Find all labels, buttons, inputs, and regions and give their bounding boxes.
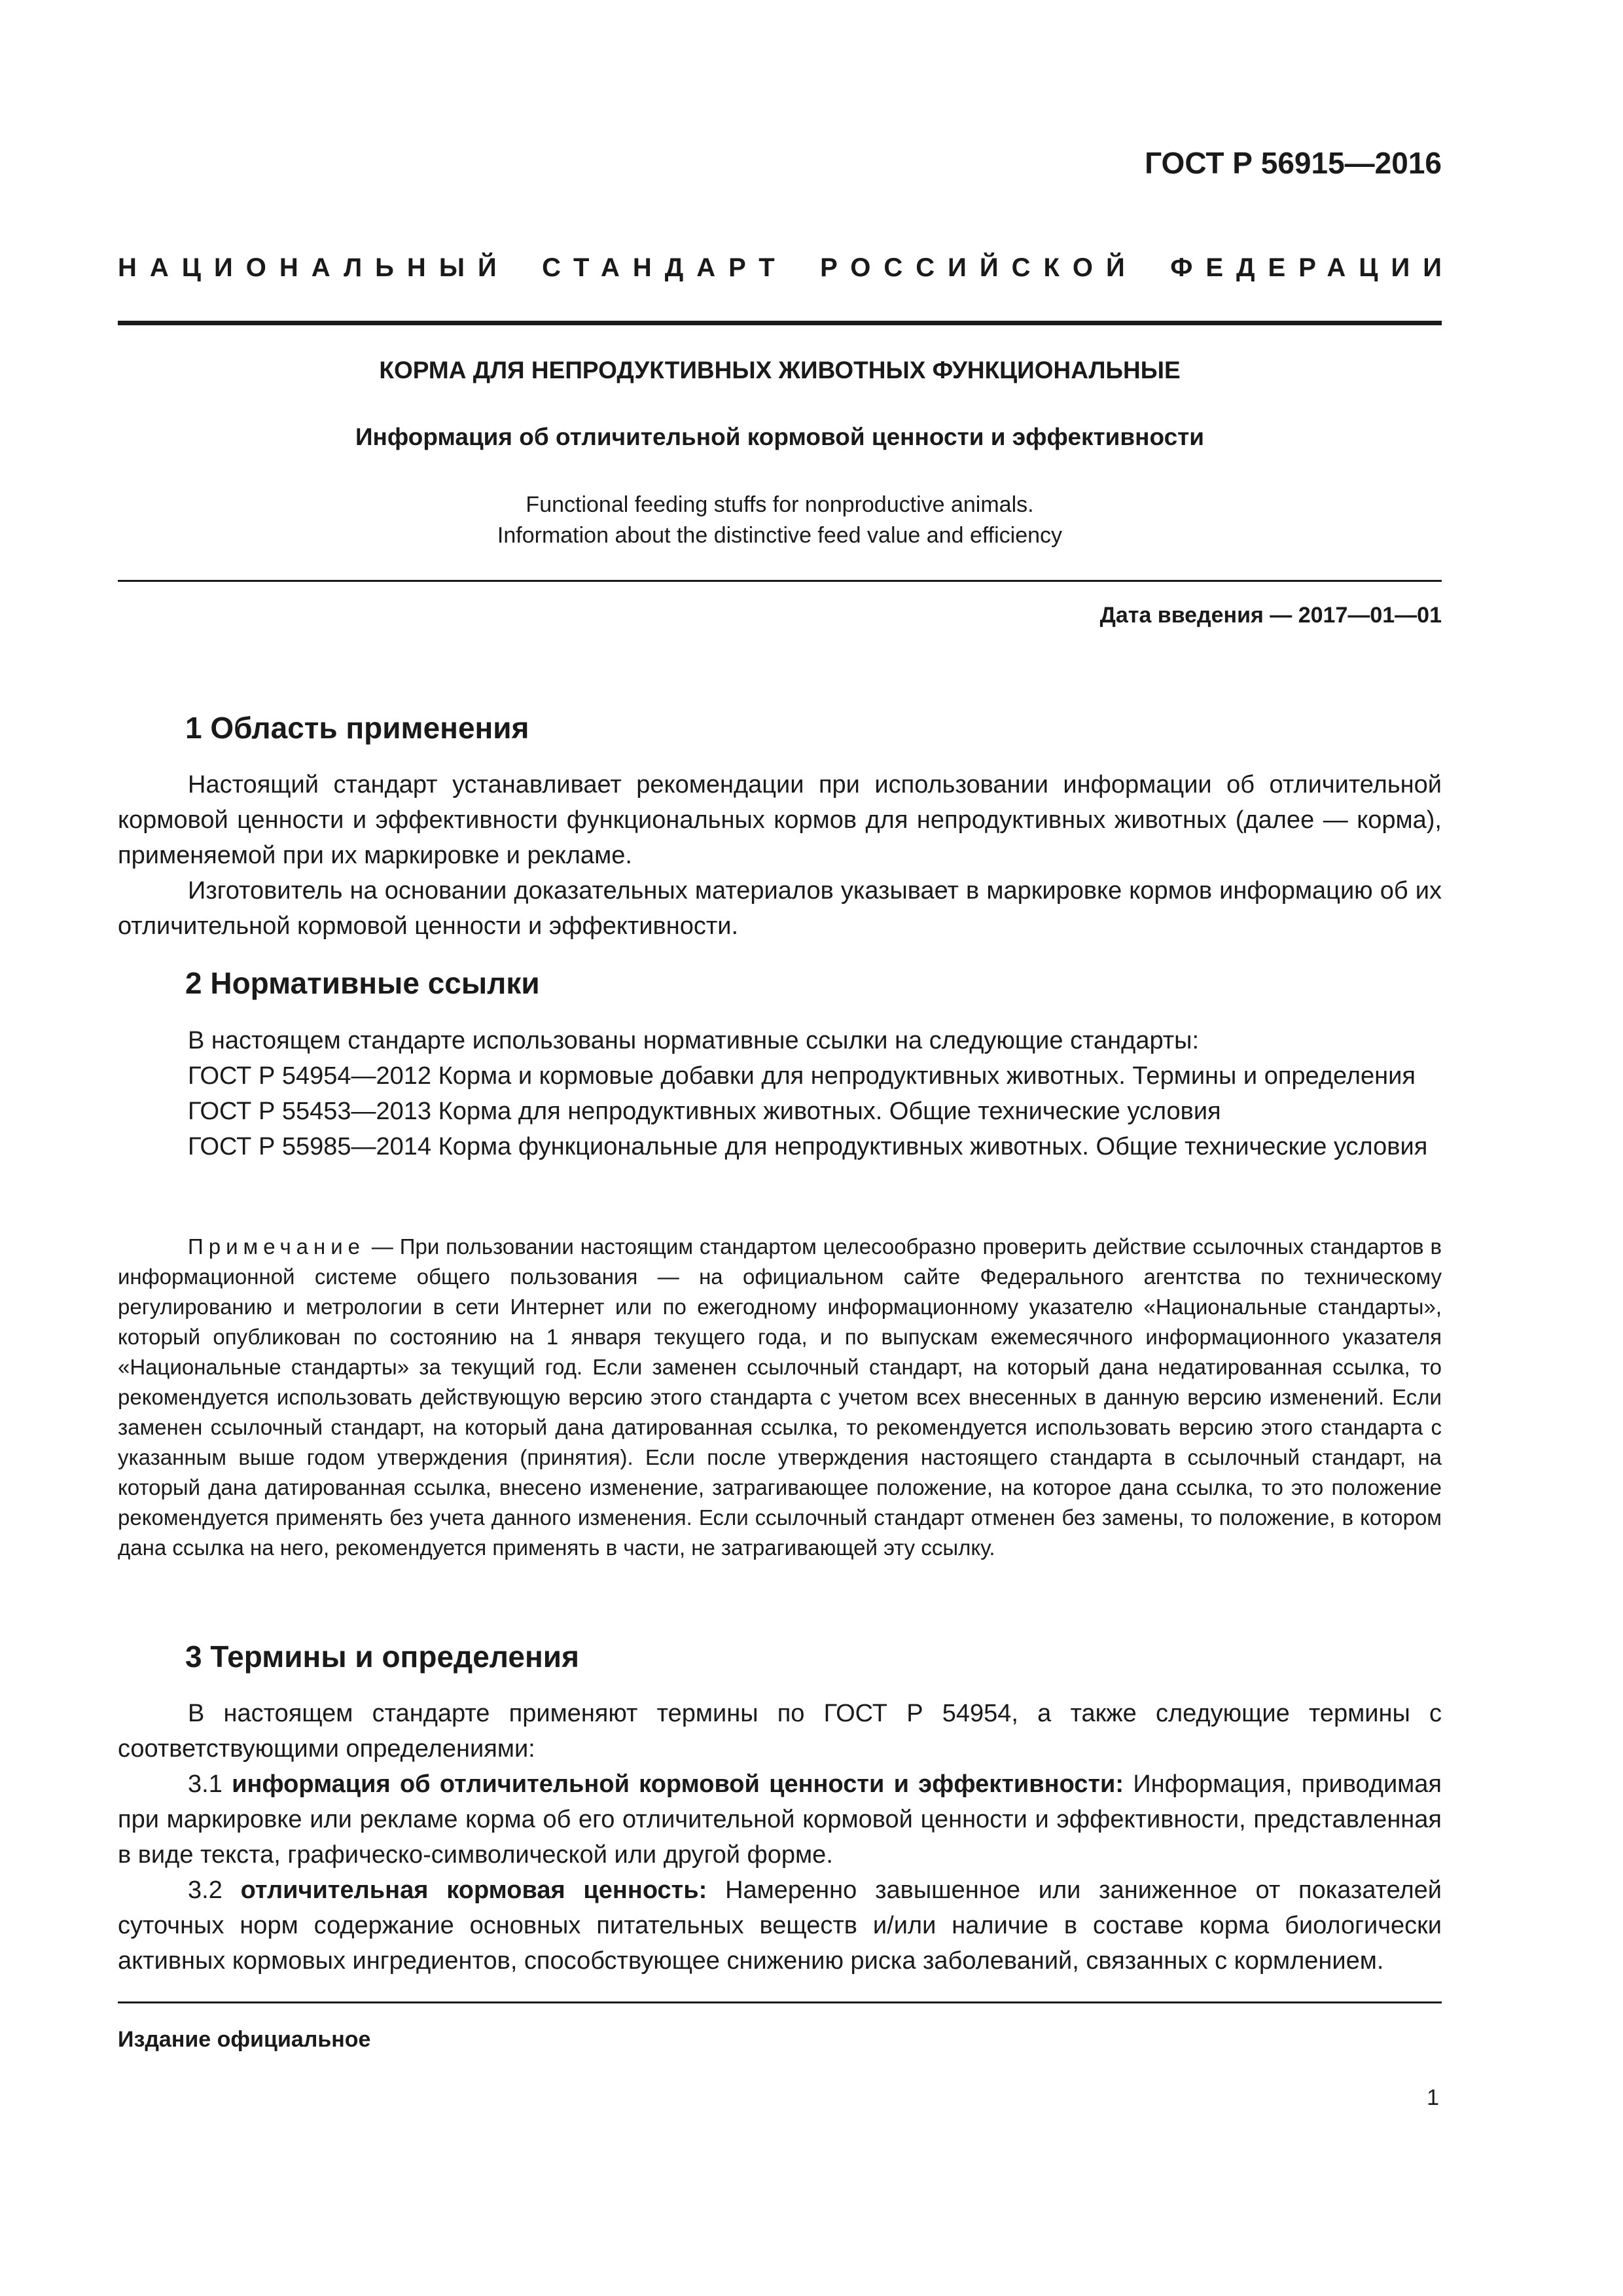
paragraph: В настоящем стандарте применяют термины по ГОСТ Р 54954, а также следующие термины с соответствующими определениями: — [118, 1700, 1442, 1763]
banner-word: РОССИЙСКОЙ — [820, 253, 1138, 282]
footer-divider — [118, 2001, 1442, 2003]
term-number: 3.2 — [188, 1876, 241, 1904]
note-label: Примечание — [188, 1234, 366, 1259]
term-definition — [118, 1767, 1442, 1873]
term-name: информация об отличительной кормовой ценности и эффективности: — [232, 1770, 1124, 1798]
page-number: 1 — [1427, 2085, 1439, 2110]
paragraph: Настоящий стандарт устанавливает рекомендации при использовании информации об отличительной кормовой ценности и эффективности функциональных кормов для непродуктивных животных (далее — корма), применяемой при их маркировке и рекламе. — [118, 771, 1442, 869]
term-text: Намеренно завышенное или заниженное от показателей суточных норм содержание основных питательных веществ и/или наличие в составе корма биологически активных кормовых ингредиентов, способствующее снижению риска заболеваний, связанных с кормлением. — [118, 1876, 1442, 1975]
note-text: — При пользовании настоящим стандартом целесообразно проверить действие ссылочных стандартов в информационной системе общего пользования — на официальном сайте Федерального агентства по техническому регулированию и метрологии в сети Интернет или по ежегодному информационному указателю «Национальные стандарты», который опубликован по состоянию на 1 января текущего года, и по выпускам ежемесячного информационного указателя «Национальные стандарты» за текущий год. Если заменен ссылочный стандарт, на который дана недатированная ссылка, то рекомендуется использовать действующую версию этого стандарта с учетом всех внесенных в данную версию изменений. Если заменен ссылочный стандарт, на который дана датированная ссылка, то рекомендуется использовать версию этого стандарта с указанным выше годом утверждения (принятия). Если после утверждения настоящего стандарта в ссылочный стандарт, на который дана датированная ссылка, внесено изменение, затрагивающее положение, на которое дана ссылка, то это положение рекомендуется применять без учета данного изменения. Если ссылочный стандарт отменен без замены, то положение, в котором дана ссылка на него, рекомендуется применять в части, не затрагивающей эту ссылку. — [118, 1234, 1442, 1560]
english-title — [118, 490, 1442, 551]
reference-item: ГОСТ Р 55985—2014 Корма функциональные для непродуктивных животных. Общие технические условия — [188, 1133, 1428, 1160]
document-page — [118, 0, 1455, 2296]
official-edition-label: Издание официальное — [118, 2027, 371, 2052]
introduction-date: Дата введения — 2017—01—01 — [1099, 603, 1442, 628]
section-heading-references: 2 Нормативные ссылки — [185, 966, 540, 1000]
banner-word: ФЕДЕРАЦИИ — [1170, 253, 1455, 282]
term-name: отличительная кормовая ценность: — [240, 1876, 707, 1904]
document-code: ГОСТ Р 56915—2016 — [1145, 146, 1442, 180]
section-heading-scope: 1 Область применения — [185, 711, 529, 745]
section-body-references — [118, 1023, 1442, 1164]
paragraph: Изготовитель на основании доказательных материалов указывает в маркировке кормов информацию об их отличительной кормовой ценности и эффективности. — [118, 877, 1442, 940]
term-text: Информация, приводимая при маркировке или рекламе корма об его отличительной кормовой ценности и эффективности, представленная в виде текста, графическо-символической или другой форме. — [118, 1770, 1442, 1869]
national-standard-banner — [118, 253, 1455, 283]
reference-item: ГОСТ Р 55453—2013 Корма для непродуктивных животных. Общие технические условия — [188, 1098, 1221, 1125]
banner-word: СТАНДАРТ — [542, 253, 788, 282]
document-title: КОРМА ДЛЯ НЕПРОДУКТИВНЫХ ЖИВОТНЫХ ФУНКЦИОНАЛЬНЫЕ — [379, 357, 1181, 384]
note-block — [118, 1232, 1442, 1563]
header-divider — [118, 321, 1442, 325]
section-body-scope — [118, 767, 1442, 944]
banner-word: НАЦИОНАЛЬНЫЙ — [118, 253, 510, 282]
term-definition — [118, 1873, 1442, 1979]
reference-item: ГОСТ Р 54954—2012 Корма и кормовые добавки для непродуктивных животных. Термины и определения — [188, 1062, 1416, 1090]
section-heading-terms: 3 Термины и определения — [185, 1640, 579, 1674]
english-title-line: Functional feeding stuffs for nonproductive animals. — [526, 492, 1034, 517]
term-number: 3.1 — [188, 1770, 232, 1798]
paragraph: В настоящем стандарте использованы нормативные ссылки на следующие стандарты: — [188, 1027, 1200, 1054]
title-divider — [118, 580, 1442, 582]
english-title-line: Information about the distinctive feed value and efficiency — [497, 523, 1063, 548]
document-subtitle: Информация об отличительной кормовой ценности и эффективности — [355, 423, 1205, 450]
section-body-terms — [118, 1696, 1442, 1979]
